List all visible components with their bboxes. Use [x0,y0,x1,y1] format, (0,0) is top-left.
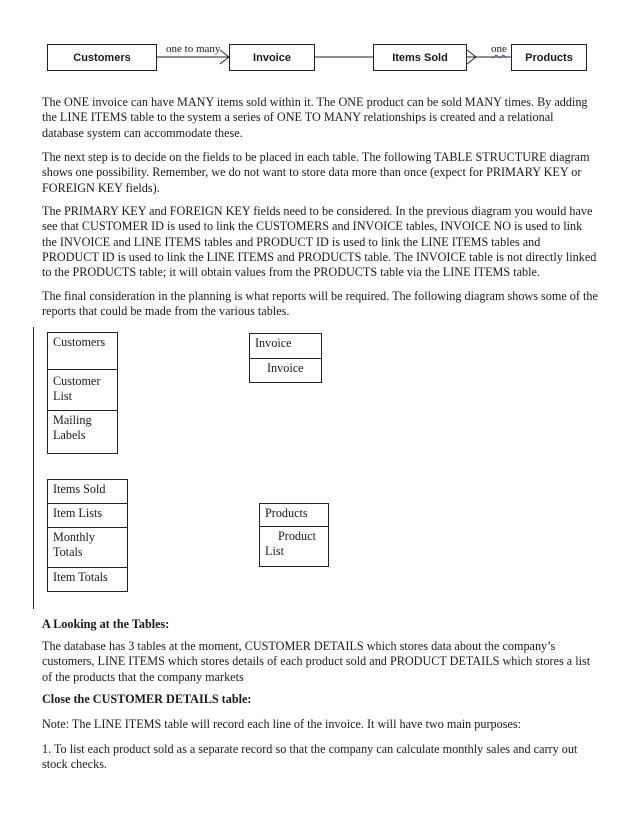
entity-items-sold [373,44,467,71]
entity-label: Customers [73,51,131,64]
paragraph-invoice-items: The ONE invoice can have MANY items sold within it. The ONE product can be sold MANY times. By adding the LINE ITEMS table to the system a series of ONE TO MANY relationships is created and a relational database system can accommodate these. [42,95,588,140]
entity-invoice [229,44,315,71]
crows-foot-mark [467,50,476,57]
report-table-invoice [249,333,322,383]
paragraph-reports: The final consideration in the planning is what reports will be required. The following diagram shows some of the reports that could be made from the various tables. [42,289,598,319]
table-row: Item Totals [48,567,127,593]
table-header: Items Sold [53,482,106,496]
entity-customers [47,44,157,71]
relationship-label-one: one [491,43,507,55]
margin-bar [33,327,34,609]
paragraph-line-items-note: Note: The LINE ITEMS table will record each line of the invoice. It will have two main purposes: [42,717,522,731]
crows-foot-mark [467,57,476,64]
table-row: Mailing Labels [48,410,117,455]
table-row: Customer List [48,369,117,410]
crows-foot-mark [220,57,229,64]
table-row: Product List [260,526,328,568]
entity-label: Invoice [253,51,291,64]
entity-products [511,44,587,71]
paragraph-table-structure: The next step is to decide on the fields to be placed in each table. The following TABLE STRUCTURE diagram shows one possibility. Remember, we do not want to store data more than once (expect for PRIMARY KEY or FOREIGN KEY fields). [42,150,590,195]
table-row: Item Lists [48,503,127,527]
report-table-customers [47,332,118,454]
report-table-items-sold [47,479,128,592]
table-header: Invoice [255,336,292,350]
entity-label: Products [525,51,573,64]
entity-label: Items Sold [392,51,448,64]
paragraph-keys: The PRIMARY KEY and FOREIGN KEY fields need to be considered. In the previous diagram you would have see that CUSTOMER ID is used to link the CUSTOMERS and INVOICE tables, INVOICE NO is used to link the INVOICE and LINE ITEMS tables and PRODUCT ID is used to link the LINE ITEMS tables and PRODUCT ID is used to link the LINE ITEMS and PRODUCTS table. The INVOICE table is not directly linked to the PRODUCTS table; it will obtain values from the PRODUCTS table via the LINE ITEMS table. [42,204,597,280]
table-header: Customers [53,335,106,349]
paragraph-database-tables: The database has 3 tables at the moment, CUSTOMER DETAILS which stores data about the company’s customers, LINE ITEMS which stores details of each product sold and PRODUCT DETAILS which stores a list of the products that the company markets [42,639,591,684]
table-header: Products [265,506,308,520]
section-heading-close-customer-details: Close the CUSTOMER DETAILS table: [42,692,252,706]
table-row: Invoice [250,358,321,384]
report-table-products [259,503,329,567]
relationship-label-one-to-many: one to many [166,43,221,55]
paragraph-purpose-one: 1. To list each product sold as a separate record so that the company can calculate monthly sales and carry out stock checks. [42,742,578,772]
section-heading-looking-at-tables: A Looking at the Tables: [42,617,170,631]
table-row: Monthly Totals [48,527,127,567]
